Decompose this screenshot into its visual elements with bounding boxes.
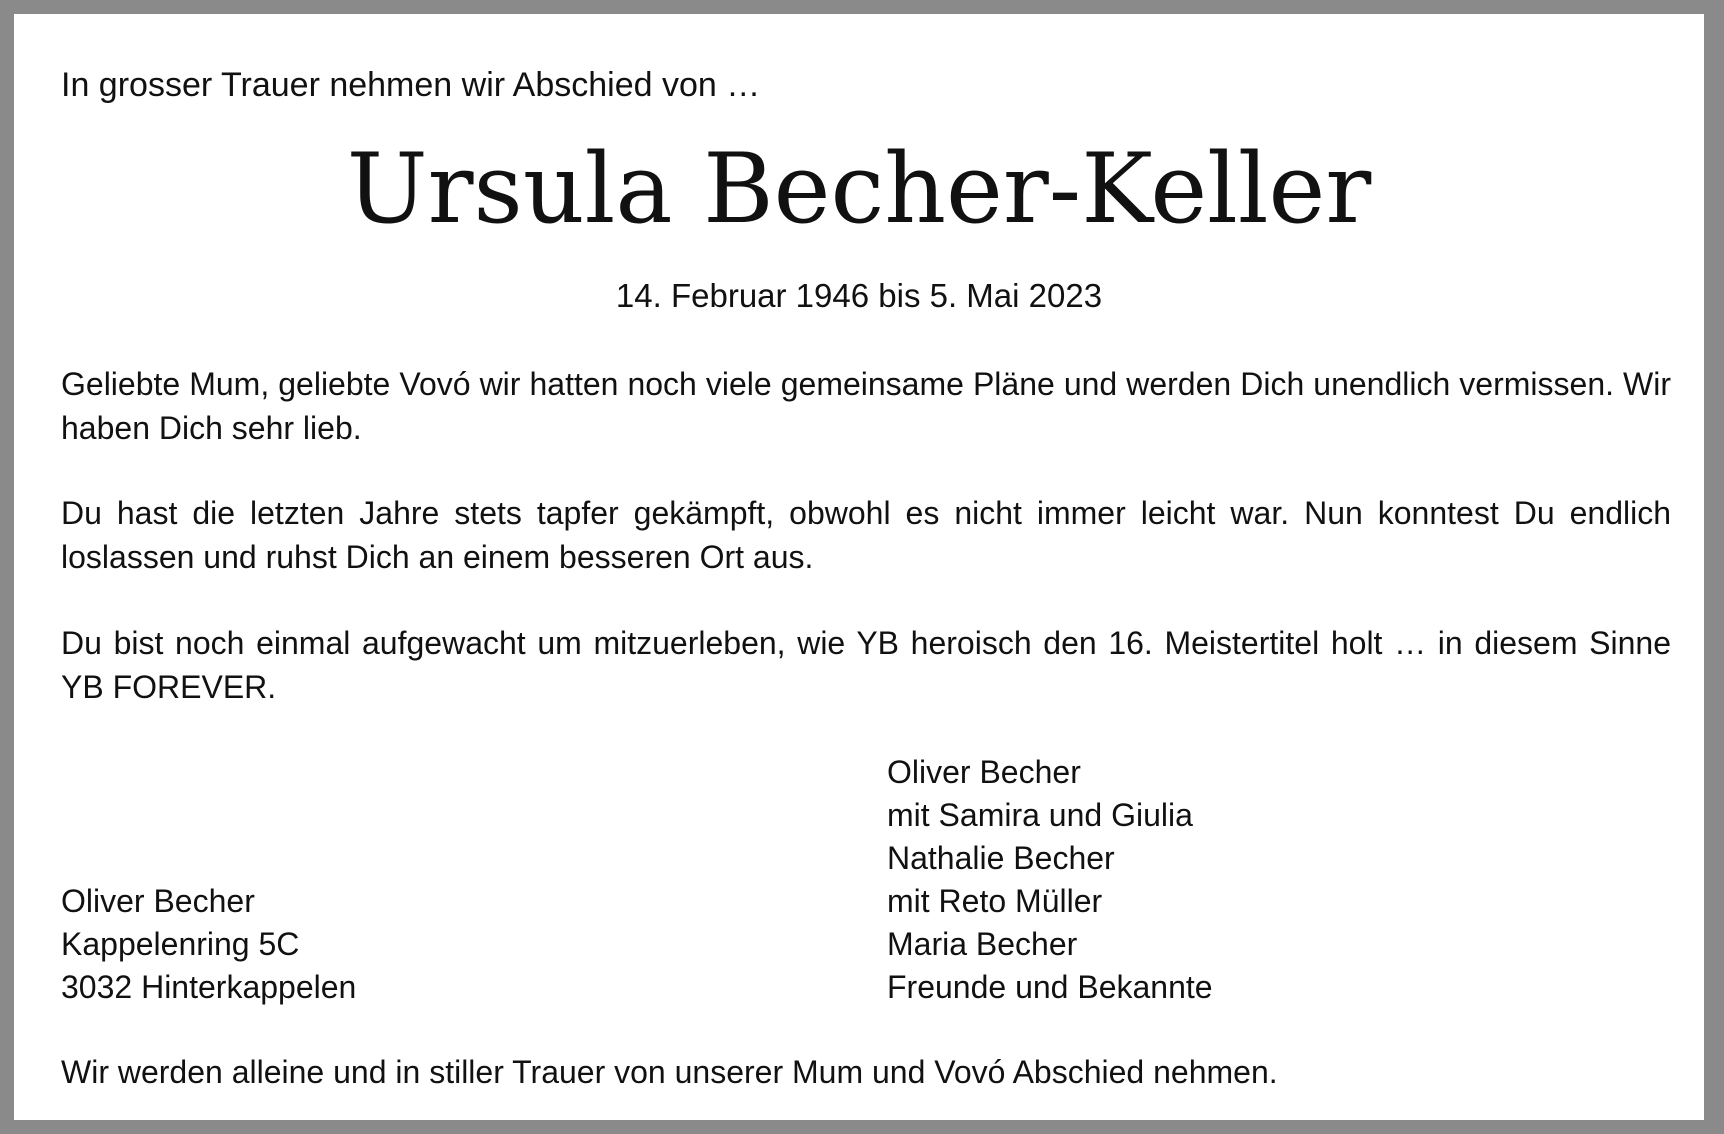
- contact-address: [61, 880, 356, 1009]
- address-city: 3032 Hinterkappelen: [61, 969, 357, 1005]
- mourner-name: mit Samira und Giulia: [887, 797, 1193, 833]
- mourner-name: Freunde und Bekannte: [887, 969, 1213, 1005]
- deceased-name: Ursula Becher-Keller: [346, 133, 1372, 245]
- mourners-list: [887, 751, 1213, 1009]
- address-name: Oliver Becher: [61, 883, 255, 919]
- mourner-name: mit Reto Müller: [887, 883, 1103, 919]
- mourner-name: Oliver Becher: [887, 754, 1081, 790]
- mourner-name: Nathalie Becher: [887, 840, 1115, 876]
- mourner-name: Maria Becher: [887, 926, 1078, 962]
- intro-line: In grosser Trauer nehmen wir Abschied von …: [61, 66, 761, 104]
- closing-line: Wir werden alleine und in stiller Trauer von unserer Mum und Vovó Abschied nehmen.: [61, 1054, 1278, 1090]
- obituary-notice: [14, 14, 1704, 1120]
- paragraph-struggle: Du hast die letzten Jahre stets tapfer gekämpft, obwohl es nicht immer leicht war. Nun konntest Du endlich loslassen und ruhst Dich an einem besseren Ort aus.: [61, 495, 1671, 575]
- paragraph-farewell: Geliebte Mum, geliebte Vovó wir hatten noch viele gemeinsame Pläne und werden Dich unendlich vermissen. Wir haben Dich sehr lieb.: [61, 366, 1671, 446]
- paragraph-yb: Du bist noch einmal aufgewacht um mitzuerleben, wie YB heroisch den 16. Meistertitel holt … in diesem Sinne YB FOREVER.: [61, 625, 1671, 705]
- life-dates: 14. Februar 1946 bis 5. Mai 2023: [615, 277, 1103, 314]
- address-street: Kappelenring 5C: [61, 926, 300, 962]
